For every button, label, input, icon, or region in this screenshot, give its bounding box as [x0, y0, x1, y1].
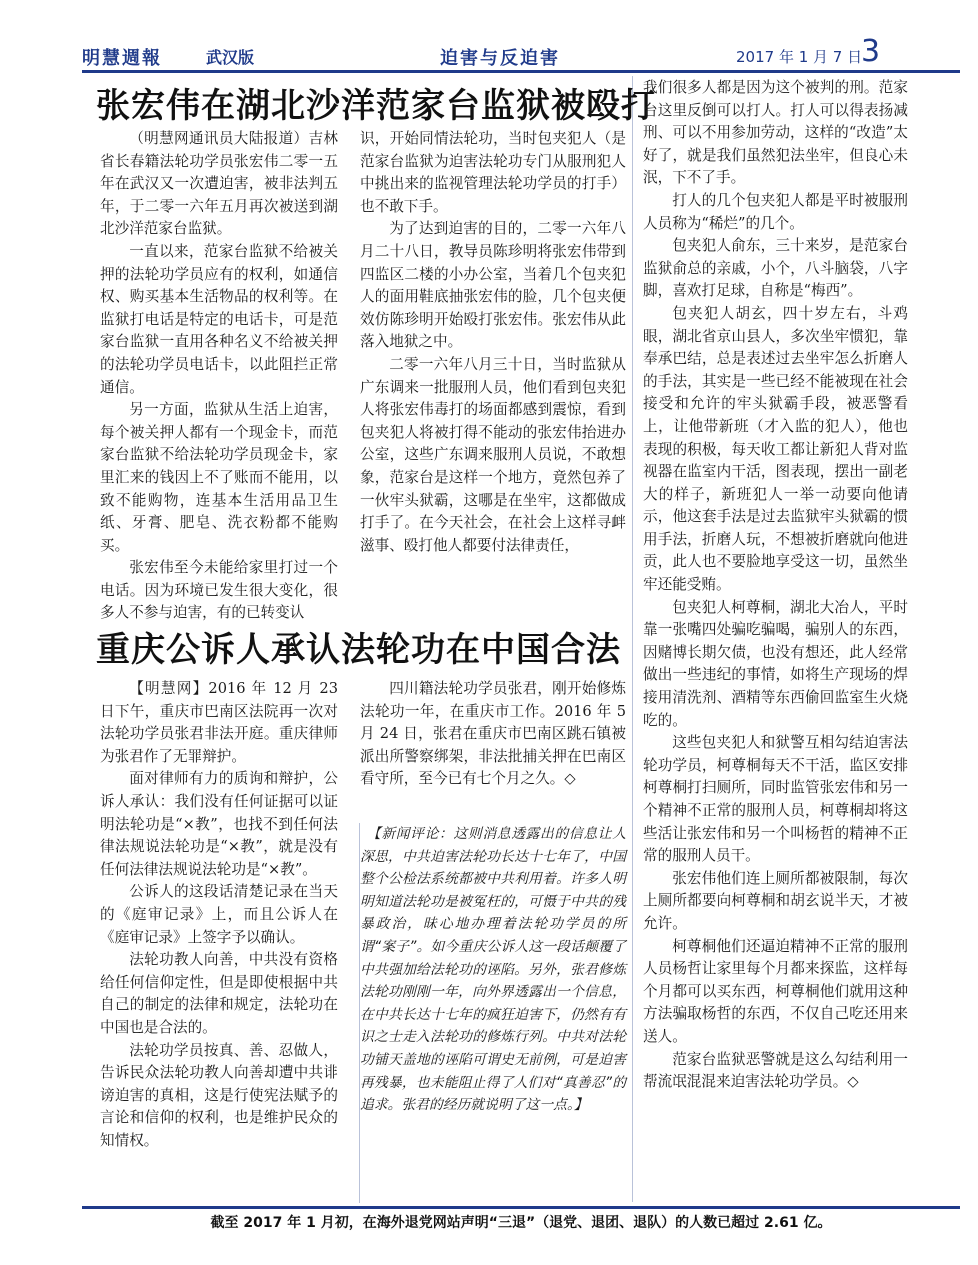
article1-column-2 — [360, 128, 626, 557]
paragraph: （明慧网通讯员大陆报道）吉林省长春籍法轮功学员张宏伟二零一五年在武汉又一次遭迫害，被非法判五年，于二零一六年五月再次被送到湖北沙洋范家台监狱。 — [100, 130, 338, 238]
paragraph: 包夹犯人柯尊桐，湖北大冶人，平时靠一张嘴四处骗吃骗喝，骗别人的东西，因赌博长期欠债，也没有想还，此人经常做出一些违纪的事情，如将生产现场的焊接用清洗剂、酒精等东西偷回监室生火烧吃的。 — [643, 598, 908, 729]
paragraph: 公诉人的这段话清楚记录在当天的《庭审记录》上，而且公诉人在《庭审记录》上签字予以确认。 — [100, 883, 338, 946]
paragraph: 张宏伟至今未能给家里打过一个电话。因为环境已发生很大变化，很多人不参与迫害，有的已转变认 — [100, 559, 338, 622]
article2-title: 重庆公诉人承认法轮功在中国合法 — [96, 630, 621, 670]
paragraph: 四川籍法轮功学员张君，刚开始修炼法轮功一年，在重庆市工作。2016 年 5 月 24 日，张君在重庆市巴南区跳石镇被派出所警察绑架，非法批捕关押在巴南区看守所，至今已有七个月之久。◇ — [360, 680, 626, 788]
paragraph: 法轮功教人向善，中共没有资格给任何信仰定性，但是即使根据中共自己的制定的法律和规定，法轮功在中国也是合法的。 — [100, 951, 338, 1036]
paragraph: 识，开始同情法轮功，当时包夹犯人（是范家台监狱为迫害法轮功专门从服刑犯人中挑出来的监视管理法轮功学员的打手）也不敢下手。 — [360, 130, 626, 215]
paragraph: 我们很多人都是因为这个被判的刑。范家台这里反倒可以打人。打人可以得表扬减刑、可以不用参加劳动，这样的“改造”太好了，就是我们虽然犯法坐牢，但良心未泯，下不了手。 — [643, 79, 908, 187]
paragraph: 柯尊桐他们还逼迫精神不正常的服刑人员杨哲让家里每个月都来探监，这样每个月都可以买东西，柯尊桐他们就用这种方法骗取杨哲的东西，不仅自己吃还用来送人。 — [643, 937, 908, 1045]
paragraph: 范家台监狱恶警就是这么勾结利用一帮流氓混混来迫害法轮功学员。◇ — [643, 1050, 908, 1091]
issue-date: 2017 年 1 月 7 日 — [736, 48, 863, 66]
paragraph: 另一方面，监狱从生活上迫害，每个被关押人都有一个现金卡，而范家台监狱不给法轮功学员现金卡，家里汇来的钱因上不了账而不能用，以致不能购物，连基本生活用品卫生纸、牙膏、肥皂、洗衣粉都不能购买。 — [100, 401, 338, 554]
paragraph: 这些包夹犯人和狱警互相勾结迫害法轮功学员，柯尊桐每天不干活，监区安排柯尊桐打扫厕所，同时监管张宏伟和另一个精神不正常的服刑人员，柯尊桐却将这些活让张宏伟和另一个叫杨哲的精神不正常的服刑人员干。 — [643, 734, 908, 865]
edition-label: 武汉版 — [206, 48, 255, 67]
article2-column-1 — [100, 678, 338, 1152]
paragraph: 打人的几个包夹犯人都是平时被服刑人员称为“稀烂”的几个。 — [643, 191, 908, 232]
paragraph: 张宏伟他们连上厕所都被限制，每次上厕所都要向柯尊桐和胡玄说半天，才被允许。 — [643, 869, 908, 932]
paragraph: 为了达到迫害的目的，二零一六年八月二十八日，教导员陈珍明将张宏伟带到四监区二楼的小办公室，当着几个包夹犯人的面用鞋底抽张宏伟的脸，几个包夹便效仿陈珍明开始殴打张宏伟。张宏伟从此落入地狱之中。 — [360, 220, 626, 351]
header-divider — [82, 70, 960, 73]
news-commentary — [359, 823, 626, 1203]
paragraph: 一直以来，范家台监狱不给被关押的法轮功学员应有的权利，如通信权、购买基本生活物品的权利等。在监狱打电话是特定的电话卡，可是范家台监狱一直用各种名义不给被关押的法轮功学员电话卡，以此阻拦正常通信。 — [100, 242, 338, 396]
article1-column-3 — [643, 77, 908, 1094]
column-divider — [632, 76, 633, 1202]
newspaper-brand: 明慧週報 — [82, 48, 162, 69]
paragraph: 法轮功学员按真、善、忍做人，告诉民众法轮功教人向善却遭中共诽谤迫害的真相，这是行使宪法赋予的言论和信仰的权利，也是维护民众的知情权。 — [100, 1041, 338, 1149]
commentary-text: 【新闻评论：这则消息透露出的信息让人深思，中共迫害法轮功长达十七年了，中国整个公检法系统都被中共利用着。许多人明明知道法轮功是被冤枉的，可慑于中共的残暴政治，昧心地办理着法轮功学员的所谓“案子”。如今重庆公诉人这一段话颠覆了中共强加给法轮功的诬陷。另外，张君修炼法轮功刚刚一年，向外界透露出一个信息，在中共长达十七年的疯狂迫害下，仍然有有识之士走入法轮功的修炼行列。中共对法轮功铺天盖地的诬陷可谓史无前例，可是迫害再残暴，也未能阻止得了人们对“真善忍”的追求。张君的经历就说明了这一点。】 — [360, 826, 626, 1114]
article2-column-2 — [360, 678, 626, 791]
footer-notice: 截至 2017 年 1 月初，在海外退党网站声明“三退”（退党、退团、退队）的人数已超过 2.61 亿。 — [210, 1215, 832, 1231]
page-header — [82, 34, 960, 72]
page-number: 3 — [861, 34, 881, 69]
paragraph: 二零一六年八月三十日，当时监狱从广东调来一批服刑人员，他们看到包夹犯人将张宏伟毒打的场面都感到震惊，看到包夹犯人将被打得不能动的张宏伟抬进办公室，这些广东调来服刑人员说，不敢想象，范家台是这样一个地方，竟然包养了一伙牢头狱霸，这哪是在坐牢，这都做成打手了。在今天社会，在社会上这样寻衅滋事、殴打他人都要付法律责任， — [360, 355, 626, 554]
section-title: 迫害与反迫害 — [440, 48, 560, 69]
article1-column-1 — [100, 128, 338, 625]
paragraph: 面对律师有力的质询和辩护，公诉人承认：我们没有任何证据可以证明法轮功是“×教”，也找不到任何法律法规说法轮功是“×教”，就是没有任何法律法规说法轮功是“×教”。 — [100, 770, 338, 878]
paragraph: 包夹犯人俞东，三十来岁，是范家台监狱俞总的亲戚，小个，八斗脑袋，八字脚，喜欢打足球，自称是“梅西”。 — [643, 237, 908, 300]
paragraph: 【明慧网】2016 年 12 月 23 日下午，重庆市巴南区法院再一次对法轮功学员张君非法开庭。重庆律师为张君作了无罪辩护。 — [100, 680, 338, 765]
footer-divider — [82, 1206, 960, 1209]
paragraph: 包夹犯人胡玄，四十岁左右，斗鸡眼，湖北省京山县人，多次坐牢惯犯，靠奉承巴结，总是表述过去坐牢怎么折磨人的手法，其实是一些已经不能被现在社会接受和允许的牢头狱霸手段，被恶警看上，让他带新班（才入监的犯人），他也表现的积极，每天收工都让新犯人背对监视器在监室内干活，图表现，摆出一副老大的样子，新班犯人一举一动要向他请示，他这套手法是过去监狱牢头狱霸的惯用手法，折磨人玩，不想被折磨就向他进贡，此人也不要脸地享受这一切，虽然坐牢还能受贿。 — [643, 304, 908, 594]
article1-title: 张宏伟在湖北沙洋范家台监狱被殴打 — [96, 86, 656, 126]
